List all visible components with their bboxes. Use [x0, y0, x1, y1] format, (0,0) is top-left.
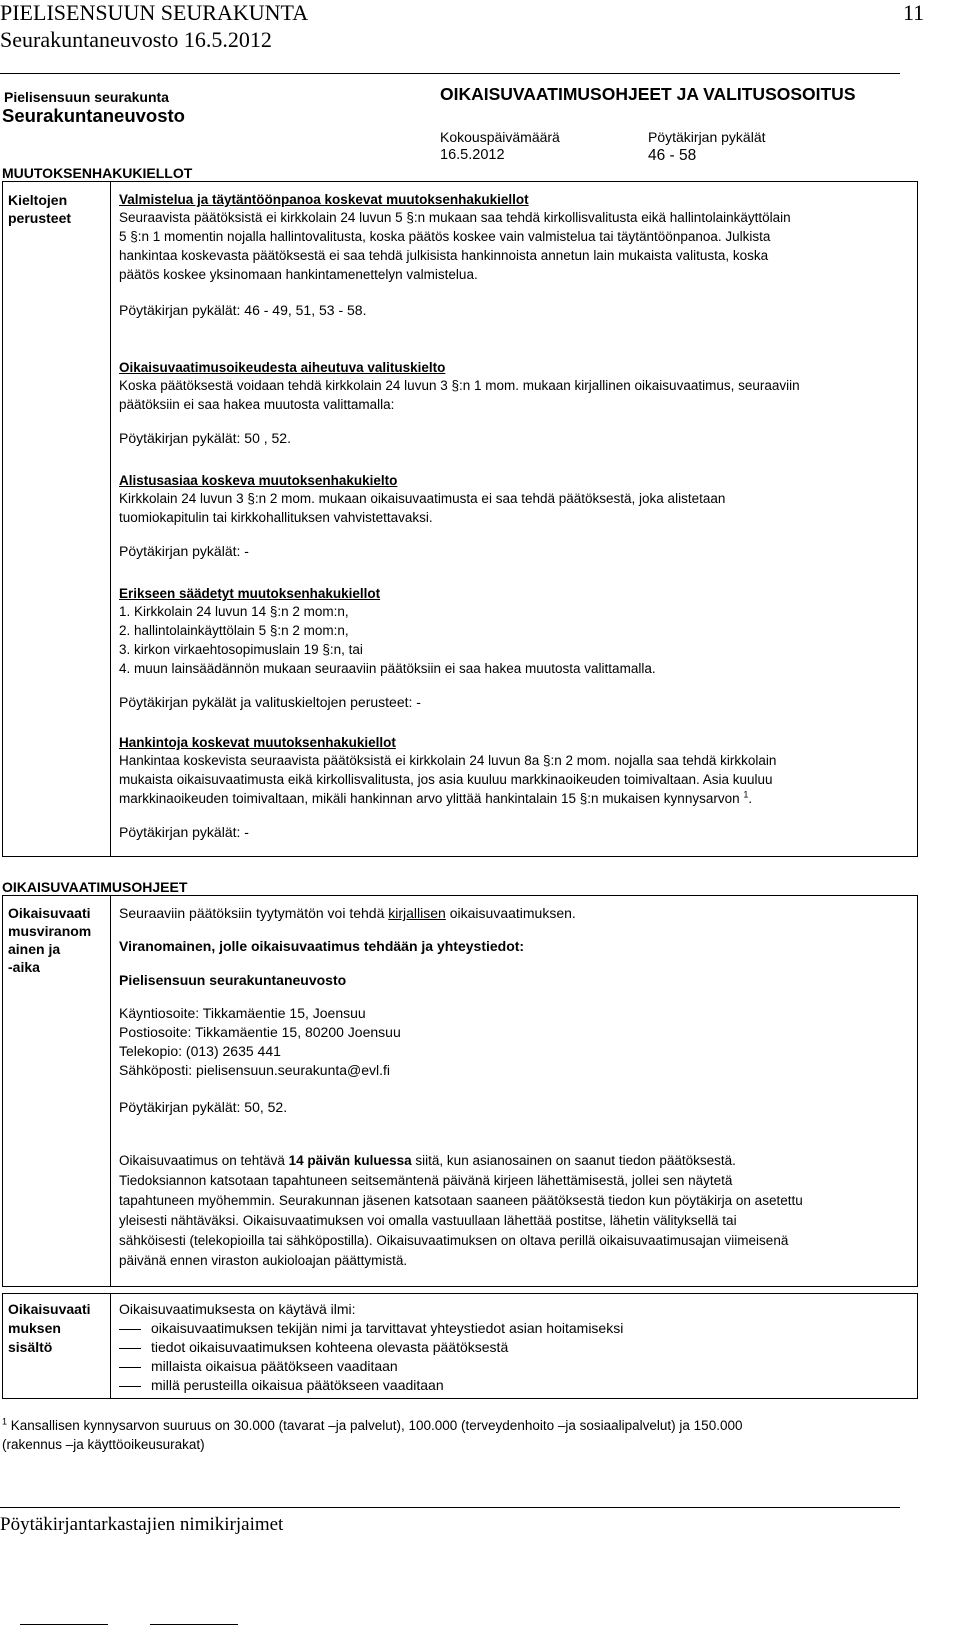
contents-item-text: oikaisuvaatimuksen tekijän nimi ja tarvittavat yhteystiedot asian hoitamiseksi	[151, 1320, 624, 1336]
block-2-line-2: päätöksiin ei saa hakea muutosta valittamalla:	[119, 397, 395, 412]
contents-item	[119, 1376, 623, 1395]
block-5-line-1: Hankintaa koskevista seuraavista päätöksistä ei kirkkolain 24 luvun 8a §:n 2 mom. nojalla saa tehdä kirkkolain	[119, 753, 777, 768]
contents-item	[119, 1338, 623, 1357]
instructions-side-label-3: ainen ja	[8, 941, 61, 957]
form-org: Pielisensuun seurakunta	[4, 89, 169, 105]
appeal-bans-block-3	[119, 471, 725, 528]
contents-item-text: tiedot oikaisuvaatimuksen kohteena olevasta päätöksestä	[151, 1339, 509, 1355]
contents-side-label-2: muksen	[8, 1320, 61, 1336]
instructions-side-label	[8, 904, 91, 976]
fax-number: Telekopio: (013) 2635 441	[119, 1043, 281, 1059]
appeal-bans-block-2	[119, 358, 800, 415]
visit-address: Käyntiosoite: Tikkamäentie 15, Joensuu	[119, 1005, 366, 1021]
intro-after: oikaisuvaatimuksen.	[445, 905, 576, 921]
appeal-bans-block-5	[119, 733, 776, 809]
block-5-line-2: mukaista oikaisuvaatimusta eikä kirkollisvalitusta, jos asia kuuluu markkinaoikeuden toimivaltaan. Asia kuuluu	[119, 772, 773, 787]
dash-icon	[119, 1348, 141, 1349]
block-1-title: Valmistelua ja täytäntöönpanoa koskevat muutoksenhakukiellot	[119, 192, 529, 207]
appeal-bans-block-4	[119, 584, 656, 679]
deadline-line-4: yleisesti nähtäväksi. Oikaisuvaatimuksen voi omalla vastuullaan lähettää postitse, lähetin välityksellä tai	[119, 1213, 737, 1228]
instructions-side-label-2: musviranom	[8, 923, 92, 939]
intro-underlined: kirjallisen	[388, 905, 446, 921]
footnote-line-1	[2, 1416, 742, 1435]
post-address: Postiosoite: Tikkamäentie 15, 80200 Joensuu	[119, 1024, 401, 1040]
appeal-bans-heading: MUUTOKSENHAKUKIELLOT	[2, 165, 193, 181]
contents-side-label-1: Oikaisuvaati	[8, 1301, 91, 1317]
instructions-sections: Pöytäkirjan pykälät: 50, 52.	[119, 1099, 288, 1115]
dash-icon	[119, 1329, 141, 1330]
block-3-sections: Pöytäkirjan pykälät: -	[119, 543, 249, 559]
block-5-line-3-text: markkinaoikeuden toimivaltaan, mikäli hankinnan arvo ylittää hankintalain 15 §:n mukaisen kynnysarvon	[119, 791, 740, 806]
instructions-heading: OIKAISUVAATIMUSOHJEET	[2, 879, 188, 895]
contents-list	[119, 1300, 623, 1395]
contents-divider	[110, 1293, 111, 1399]
block-5-title: Hankintoja koskevat muutoksenhakukiellot	[119, 735, 396, 750]
deadline-line-2: Tiedoksiannon katsotaan tapahtuneen seitsemäntenä päivänä kirjeen lähettämisestä, jollei sen näytetä	[119, 1173, 733, 1188]
signature-label: Pöytäkirjantarkastajien nimikirjaimet	[0, 1514, 284, 1535]
deadline-line-1	[119, 1151, 803, 1171]
authority-name: Pielisensuun seurakuntaneuvosto	[119, 972, 347, 988]
deadline-after: siitä, kun asianosainen on saanut tiedon päätöksestä.	[411, 1153, 736, 1168]
email-address: Sähköposti: pielisensuun.seurakunta@evl.fi	[119, 1062, 391, 1078]
contents-side-label	[8, 1300, 91, 1357]
block-4-item: 1. Kirkkolain 24 luvun 14 §:n 2 mom:n,	[119, 604, 349, 619]
deadline-line-6: päivänä ennen viraston aukioloajan päättymistä.	[119, 1253, 408, 1268]
block-4-item: 4. muun lainsäädännön mukaan seuraaviin päätöksiin ei saa hakea muutosta valittamalla.	[119, 661, 656, 676]
block-2-line-1: Koska päätöksestä voidaan tehdä kirkkolain 24 luvun 3 §:n 1 mom. mukaan kirjallinen oikaisuvaatimus, seuraaviin	[119, 378, 800, 393]
header-rule	[0, 73, 900, 74]
block-2-title: Oikaisuvaatimusoikeudesta aiheutuva valituskielto	[119, 360, 446, 375]
authority-heading: Viranomainen, jolle oikaisuvaatimus tehdään ja yhteystiedot:	[119, 938, 525, 954]
block-1-sections: Pöytäkirjan pykälät: 46 - 49, 51, 53 - 58.	[119, 302, 367, 318]
block-4-title: Erikseen säädetyt muutoksenhakukiellot	[119, 586, 381, 601]
block-1-line-3: hankintaa koskevasta päätöksestä ei saa tehdä julkisista hankinnoista annetun lain mukaista valitusta, koska	[119, 248, 769, 263]
footnote-ref: 1	[743, 789, 749, 800]
form-body: Seurakuntaneuvosto	[2, 105, 185, 126]
deadline-line-5: sähköisesti (telekopioilla tai sähköpostilla). Oikaisuvaatimuksen on oltava perillä oikaisuvaatimusajan viimeisenä	[119, 1233, 789, 1248]
footnote-text-1: Kansallisen kynnysarvon suuruus on 30.000 (tavarat –ja palvelut), 100.000 (terveydenhoito –ja sosiaalipalvelut) ja 150.000	[7, 1418, 743, 1433]
contents-side-label-3: sisältö	[8, 1339, 53, 1355]
contents-item-text: millä perusteilla oikaisua päätökseen vaaditaan	[151, 1377, 444, 1393]
deadline-paragraph	[119, 1151, 803, 1271]
sections-label: Pöytäkirjan pykälät	[648, 129, 766, 145]
instructions-divider	[110, 895, 111, 1287]
contents-item-text: millaista oikaisua päätökseen vaaditaan	[151, 1358, 398, 1374]
footnote-line-2: (rakennus –ja käyttöoikeusurakat)	[2, 1437, 205, 1452]
block-5-line-3	[119, 789, 776, 809]
block-5-sections: Pöytäkirjan pykälät: -	[119, 824, 249, 840]
instructions-side-label-4: -aika	[8, 959, 40, 975]
footnote-marker: 1	[2, 1416, 8, 1427]
block-3-line-2: tuomiokapitulin tai kirkkohallituksen vahvistettavaksi.	[119, 510, 433, 525]
instructions-intro	[119, 903, 576, 923]
meeting-date: 16.5.2012	[440, 147, 505, 163]
deadline-before: Oikaisuvaatimus on tehtävä	[119, 1153, 289, 1168]
block-1-line-4: päätös koskee yksinomaan hankintamenettelyn valmistelua.	[119, 267, 478, 282]
appeal-bans-block-1	[119, 190, 791, 285]
deadline-bold: 14 päivän kuluessa	[288, 1153, 412, 1168]
contents-intro: Oikaisuvaatimuksesta on käytävä ilmi:	[119, 1301, 356, 1317]
appeal-bans-side-label-2: perusteet	[8, 210, 72, 226]
block-4-sections: Pöytäkirjan pykälät ja valituskieltojen perusteet: -	[119, 694, 421, 710]
appeal-bans-divider	[110, 181, 111, 857]
appeal-bans-side-label-1: Kieltojen	[8, 192, 68, 208]
block-1-line-1: Seuraavista päätöksistä ei kirkkolain 24 luvun 5 §:n mukaan saa tehdä kirkollisvalitusta eikä hallintolainkäyttölain	[119, 210, 791, 225]
dash-icon	[119, 1367, 141, 1368]
intro-before: Seuraaviin päätöksiin tyytymätön voi tehdä	[119, 905, 389, 921]
signature-line-2	[150, 1624, 238, 1625]
signature-rule	[0, 1507, 900, 1508]
deadline-line-3: tapahtuneen myöhemmin. Seurakunnan jäsenen katsotaan saaneen päätöksestä tiedon kun pöytäkirja on asetettu	[119, 1193, 803, 1208]
meeting-date-label: Kokouspäivämäärä	[440, 129, 560, 145]
block-4-item: 2. hallintolainkäyttölain 5 §:n 2 mom:n,	[119, 623, 349, 638]
signature-line-1	[20, 1624, 108, 1625]
block-2-sections: Pöytäkirjan pykälät: 50 , 52.	[119, 430, 291, 446]
contents-item	[119, 1357, 623, 1376]
contents-item	[119, 1319, 623, 1338]
block-1-line-2: 5 §:n 1 momentin nojalla hallintovalitusta, koska päätös koskee vain valmistelua tai täytäntöönpanoa. Julkista	[119, 229, 771, 244]
form-title: OIKAISUVAATIMUSOHJEET JA VALITUSOSOITUS	[440, 84, 856, 104]
instructions-side-label-1: Oikaisuvaati	[8, 905, 91, 921]
page-header-org: PIELISENSUUN SEURAKUNTA	[0, 0, 309, 25]
block-3-line-1: Kirkkolain 24 luvun 3 §:n 2 mom. mukaan oikaisuvaatimusta ei saa tehdä päätöksestä, joka alistetaan	[119, 491, 726, 506]
block-3-title: Alistusasiaa koskeva muutoksenhakukielto	[119, 473, 398, 488]
sections-range: 46 - 58	[648, 147, 697, 164]
block-5-line-3-end: .	[748, 791, 753, 806]
footnote	[2, 1416, 742, 1454]
authority-contacts	[119, 1004, 401, 1080]
block-4-item: 3. kirkon virkaehtosopimuslain 19 §:n, tai	[119, 642, 363, 657]
dash-icon	[119, 1386, 141, 1387]
page-header-meeting: Seurakuntaneuvosto 16.5.2012	[0, 27, 272, 52]
page-number: 11	[903, 0, 925, 25]
